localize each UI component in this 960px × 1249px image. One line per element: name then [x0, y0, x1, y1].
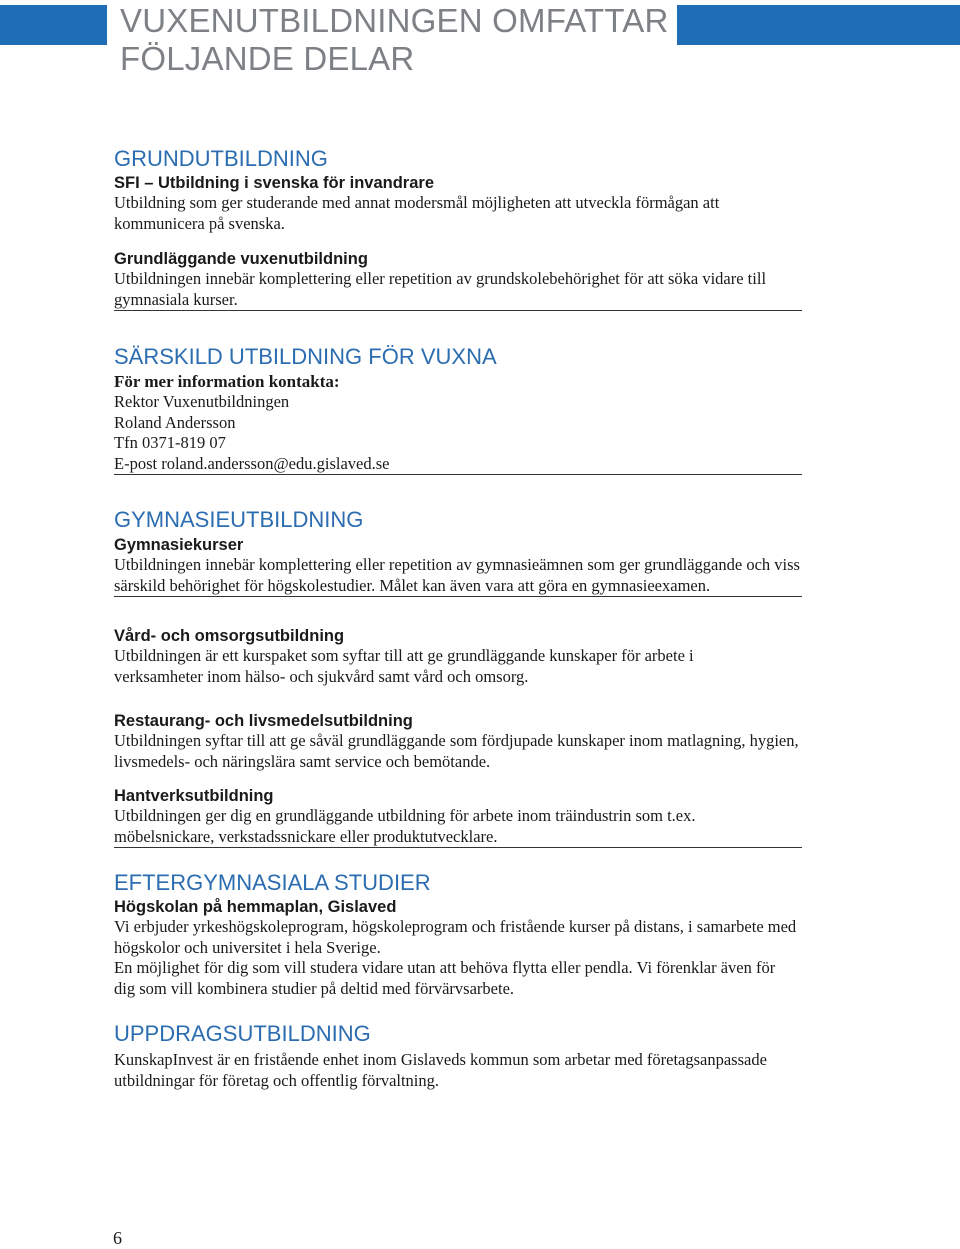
subheading-gymnasiekurser: Gymnasiekurser: [114, 536, 244, 554]
section-uppdragsutbildning: [114, 1021, 802, 1091]
section-eftergymnasiala: [114, 870, 802, 999]
section-title: GRUNDUTBILDNING: [114, 146, 328, 171]
paragraph-vard: Utbildningen är ett kurspaket som syftar till att ge grundläggande kunskaper för arbete i verksamheter inom hälso- och sjukvård samt vård och omsorg.: [114, 646, 694, 686]
header-accent-bar-left: [0, 5, 107, 45]
contact-line: Roland Andersson: [114, 412, 236, 432]
divider: [114, 596, 802, 597]
divider: [114, 474, 802, 475]
paragraph-uppdrag: KunskapInvest är en fristående enhet inom Gislaveds kommun som arbetar med företagsanpassade utbildningar för företag och offentlig förvaltning.: [114, 1050, 767, 1090]
document-content: [114, 146, 802, 1091]
section-title: EFTERGYMNASIALA STUDIER: [114, 870, 431, 895]
paragraph-hantverk: Utbildningen ger dig en grundläggande utbildning för arbete inom träindustrin som t.ex. möbelsnickare, verkstadssnickare eller produktutvecklare.: [114, 806, 696, 846]
header-accent-bar-right: [677, 5, 960, 45]
subheading-sfi: SFI – Utbildning i svenska för invandrare: [114, 174, 434, 192]
subheading-contact: För mer information kontakta:: [114, 372, 340, 391]
paragraph-hogskolan: Vi erbjuder yrkeshögskoleprogram, högskoleprogram och fristående kurser på distans, i samarbete med högskolor och universitet i hela Sverige.: [114, 917, 797, 957]
subheading-grundlaggande: Grundläggande vuxenutbildning: [114, 250, 368, 268]
contact-line: Tfn 0371-819 07: [114, 433, 226, 452]
section-title: SÄRSKILD UTBILDNING FÖR VUXNA: [114, 344, 497, 369]
subheading-hantverk: Hantverksutbildning: [114, 787, 274, 805]
divider: [114, 847, 802, 848]
page-number: 6: [113, 1228, 122, 1248]
paragraph-restaurang: Utbildningen syftar till att ge såväl grundläggande som fördjupade kunskaper inom matlagning, hygien, livsmedels- och näringslära samt service och bemötande.: [114, 731, 799, 771]
divider: [114, 310, 802, 311]
section-grundutbildning: [114, 146, 802, 311]
contact-line: E-post roland.andersson@edu.gislaved.se: [114, 453, 390, 473]
paragraph-gymnasiekurser: Utbildningen innebär komplettering eller repetition av gymnasieämnen som ger grundläggande och viss särskild behörighet för högskolestudier. Målet kan även vara att göra en gymnasieexamen.: [114, 555, 800, 595]
section-title: UPPDRAGSUTBILDNING: [114, 1021, 371, 1046]
contact-line: Rektor Vuxenutbildningen: [114, 392, 290, 411]
paragraph-hogskolan-2: En möjlighet för dig som vill studera vidare utan att behöva flytta eller pendla. Vi förenklar även för dig som vill kombinera studier på deltid med förvärvsarbete.: [114, 958, 776, 998]
paragraph-grundlaggande: Utbildningen innebär komplettering eller repetition av grundskolebehörighet för att söka vidare till gymnasiala kurser.: [114, 269, 767, 309]
section-gymnasieutbildning: [114, 507, 802, 848]
subheading-restaurang: Restaurang- och livsmedelsutbildning: [114, 712, 413, 730]
section-title: GYMNASIEUTBILDNING: [114, 507, 364, 532]
page-title: VUXENUTBILDNINGEN OMFATTAR FÖLJANDE DELAR: [120, 2, 669, 77]
subheading-vard: Vård- och omsorgsutbildning: [114, 627, 345, 645]
section-sarskild: [114, 344, 802, 475]
subheading-hogskolan: Högskolan på hemmaplan, Gislaved: [114, 898, 397, 916]
paragraph-sfi: Utbildning som ger studerande med annat modersmål möjligheten att utveckla förmågan att kommunicera på svenska.: [114, 193, 720, 233]
